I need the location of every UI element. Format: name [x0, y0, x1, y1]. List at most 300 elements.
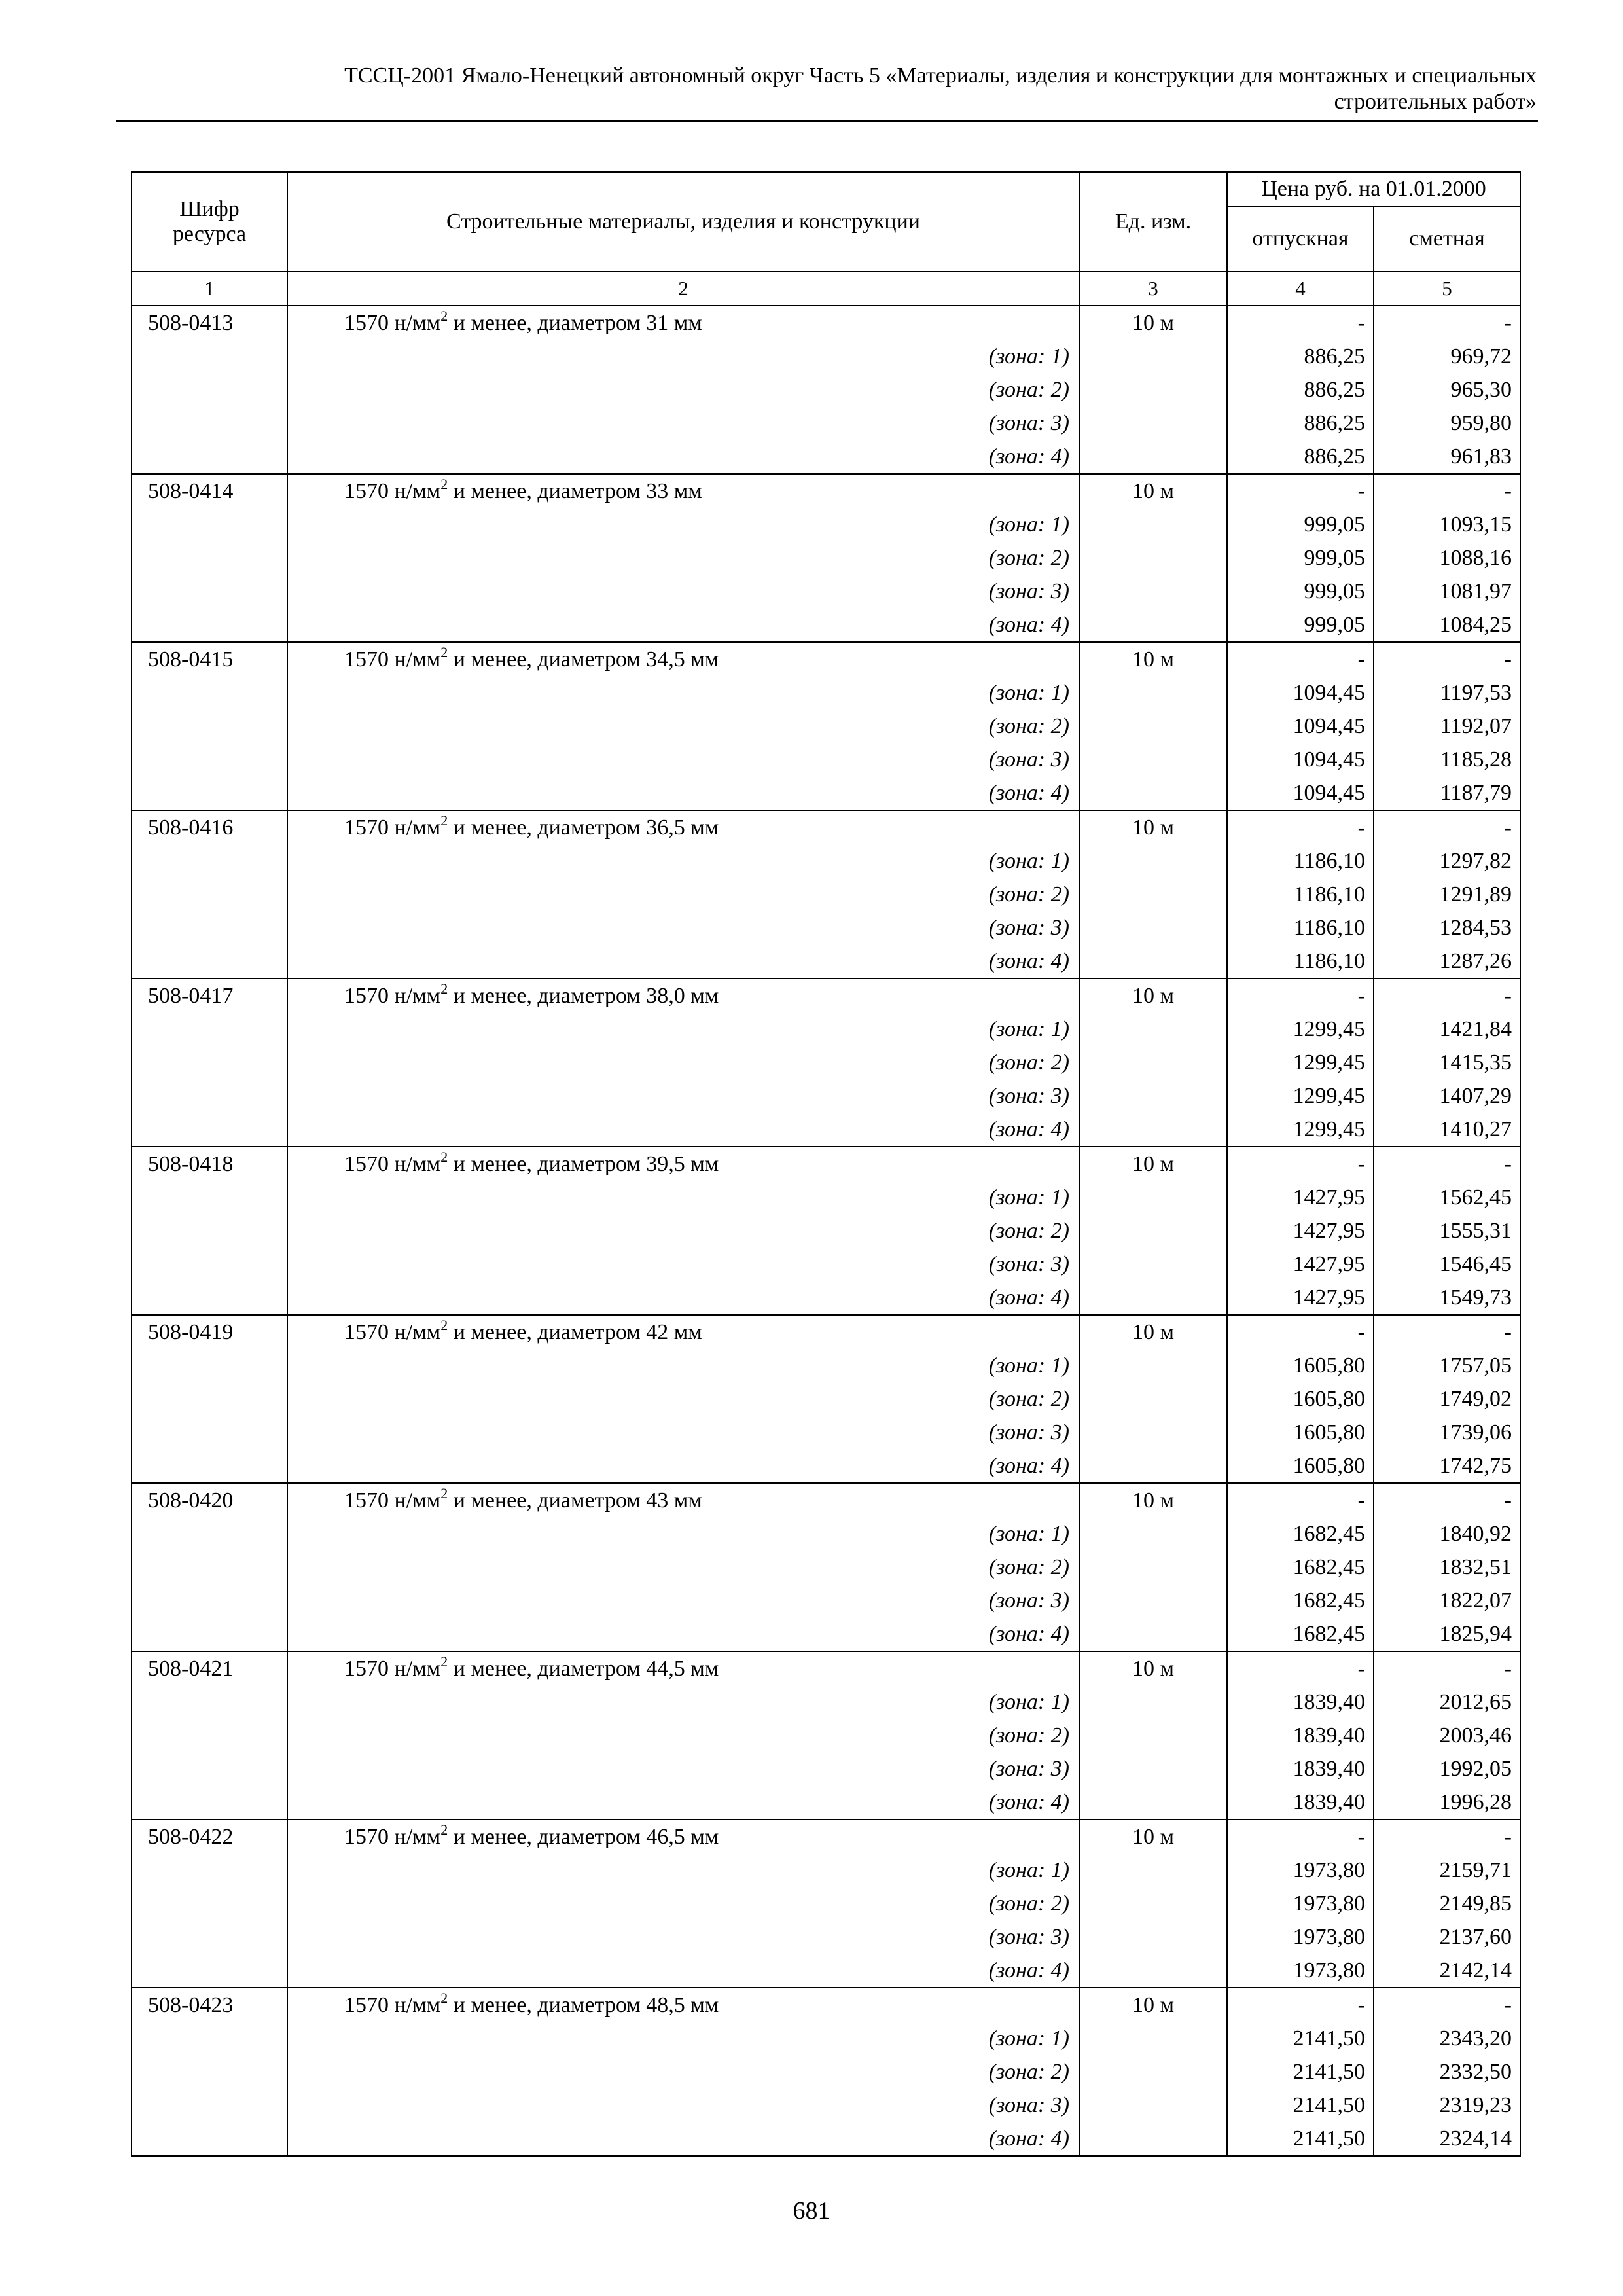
zone-row [132, 1079, 1520, 1113]
empty-cell [1079, 1854, 1227, 1887]
zone-estimate-price: 2343,20 [1374, 2022, 1520, 2055]
zone-row [132, 709, 1520, 743]
zone-release-price: 1682,45 [1227, 1617, 1374, 1651]
empty-cell [1079, 575, 1227, 608]
empty-cell [132, 1382, 287, 1416]
zone-estimate-price: 1757,05 [1374, 1349, 1520, 1382]
zone-label: (зона: 3) [287, 406, 1079, 440]
description-prefix: 1570 н/мм [344, 1488, 441, 1513]
empty-cell [132, 1113, 287, 1147]
zone-release-price: 1094,45 [1227, 776, 1374, 810]
unit-of-measure: 10 м [1079, 642, 1227, 676]
empty-cell [1079, 1382, 1227, 1416]
zone-release-price: 2141,50 [1227, 2055, 1374, 2089]
zone-estimate-price: 961,83 [1374, 440, 1520, 474]
zone-label: (зона: 1) [287, 844, 1079, 878]
zone-release-price: 1605,80 [1227, 1349, 1374, 1382]
empty-cell [132, 1752, 287, 1785]
zone-release-price: 1839,40 [1227, 1785, 1374, 1820]
estimate-price: - [1374, 1651, 1520, 1685]
zone-estimate-price: 1084,25 [1374, 608, 1520, 642]
header-divider [116, 120, 1538, 122]
header-price: Цена руб. на 01.01.2000 [1227, 172, 1520, 206]
unit-of-measure: 10 м [1079, 306, 1227, 340]
empty-cell [1079, 878, 1227, 911]
material-description [287, 474, 1079, 508]
zone-release-price: 2141,50 [1227, 2022, 1374, 2055]
description-superscript: 2 [440, 980, 448, 997]
zone-release-price: 2141,50 [1227, 2089, 1374, 2122]
resource-code: 508-0421 [132, 1651, 287, 1685]
material-description [287, 1651, 1079, 1685]
zone-release-price: 1973,80 [1227, 1954, 1374, 1988]
zone-release-price: 1427,95 [1227, 1247, 1374, 1281]
zone-estimate-price: 1185,28 [1374, 743, 1520, 776]
table-row [132, 1988, 1520, 2022]
empty-cell [132, 373, 287, 406]
resource-code: 508-0417 [132, 978, 287, 1013]
zone-release-price: 1682,45 [1227, 1584, 1374, 1617]
empty-cell [1079, 2089, 1227, 2122]
material-description [287, 1820, 1079, 1854]
description-prefix: 1570 н/мм [344, 311, 441, 335]
estimate-price: - [1374, 474, 1520, 508]
header-line-1: ТССЦ-2001 Ямало-Ненецкий автономный округ Часть 5 «Материалы, изделия и конструкции для монтажных и специальных [344, 63, 1537, 88]
zone-release-price: 999,05 [1227, 541, 1374, 575]
empty-cell [132, 575, 287, 608]
zone-label: (зона: 1) [287, 1013, 1079, 1046]
zone-estimate-price: 965,30 [1374, 373, 1520, 406]
empty-cell [132, 2089, 287, 2122]
zone-row [132, 1113, 1520, 1147]
description-prefix: 1570 н/мм [344, 816, 441, 840]
empty-cell [132, 2055, 287, 2089]
estimate-price: - [1374, 1820, 1520, 1854]
zone-estimate-price: 1825,94 [1374, 1617, 1520, 1651]
description-prefix: 1570 н/мм [344, 1993, 441, 2017]
zone-row [132, 743, 1520, 776]
zone-label: (зона: 3) [287, 911, 1079, 944]
empty-cell [1079, 1281, 1227, 1315]
zone-estimate-price: 1297,82 [1374, 844, 1520, 878]
material-description [287, 810, 1079, 844]
column-number: 1 [132, 272, 287, 306]
zone-row [132, 373, 1520, 406]
zone-row [132, 1013, 1520, 1046]
release-price: - [1227, 810, 1374, 844]
resource-code: 508-0413 [132, 306, 287, 340]
zone-release-price: 1973,80 [1227, 1887, 1374, 1920]
empty-cell [132, 1584, 287, 1617]
empty-cell [1079, 1517, 1227, 1551]
empty-cell [1079, 1181, 1227, 1214]
zone-label: (зона: 4) [287, 1617, 1079, 1651]
zone-label: (зона: 2) [287, 1719, 1079, 1752]
description-superscript: 2 [440, 812, 448, 829]
empty-cell [132, 1046, 287, 1079]
material-description [287, 978, 1079, 1013]
zone-estimate-price: 1197,53 [1374, 676, 1520, 709]
description-superscript: 2 [440, 1821, 448, 1838]
zone-row [132, 541, 1520, 575]
release-price: - [1227, 978, 1374, 1013]
zone-row [132, 1349, 1520, 1382]
empty-cell [132, 1013, 287, 1046]
material-description [287, 1315, 1079, 1349]
release-price: - [1227, 1483, 1374, 1517]
empty-cell [132, 440, 287, 474]
zone-row [132, 1954, 1520, 1988]
zone-row [132, 776, 1520, 810]
description-superscript: 2 [440, 1653, 448, 1670]
description-suffix: и менее, диаметром 48,5 мм [448, 1993, 719, 2017]
description-suffix: и менее, диаметром 46,5 мм [448, 1825, 719, 1849]
empty-cell [1079, 1247, 1227, 1281]
empty-cell [1079, 1617, 1227, 1651]
empty-cell [1079, 944, 1227, 978]
zone-row [132, 1920, 1520, 1954]
estimate-price: - [1374, 1988, 1520, 2022]
table-body [132, 306, 1520, 2156]
zone-estimate-price: 2324,14 [1374, 2122, 1520, 2156]
empty-cell [1079, 1685, 1227, 1719]
empty-cell [132, 2022, 287, 2055]
table-row [132, 1483, 1520, 1517]
zone-estimate-price: 1081,97 [1374, 575, 1520, 608]
zone-release-price: 999,05 [1227, 608, 1374, 642]
resource-code: 508-0423 [132, 1988, 287, 2022]
empty-cell [1079, 709, 1227, 743]
empty-cell [132, 1785, 287, 1820]
zone-label: (зона: 3) [287, 743, 1079, 776]
zone-estimate-price: 1093,15 [1374, 508, 1520, 541]
zone-release-price: 1839,40 [1227, 1685, 1374, 1719]
empty-cell [1079, 1954, 1227, 1988]
zone-estimate-price: 1549,73 [1374, 1281, 1520, 1315]
release-price: - [1227, 306, 1374, 340]
estimate-price: - [1374, 978, 1520, 1013]
zone-label: (зона: 4) [287, 1785, 1079, 1820]
header-code: Шифр ресурса [132, 172, 287, 272]
empty-cell [1079, 1887, 1227, 1920]
empty-cell [1079, 1752, 1227, 1785]
table-row [132, 810, 1520, 844]
zone-release-price: 1186,10 [1227, 944, 1374, 978]
zone-label: (зона: 2) [287, 373, 1079, 406]
unit-of-measure: 10 м [1079, 1315, 1227, 1349]
empty-cell [132, 1181, 287, 1214]
empty-cell [1079, 1551, 1227, 1584]
zone-label: (зона: 4) [287, 608, 1079, 642]
zone-label: (зона: 1) [287, 676, 1079, 709]
zone-row [132, 1719, 1520, 1752]
empty-cell [1079, 608, 1227, 642]
description-superscript: 2 [440, 308, 448, 324]
column-number: 4 [1227, 272, 1374, 306]
description-superscript: 2 [440, 476, 448, 492]
zone-estimate-price: 1192,07 [1374, 709, 1520, 743]
zone-release-price: 886,25 [1227, 340, 1374, 373]
zone-label: (зона: 4) [287, 440, 1079, 474]
zone-release-price: 1186,10 [1227, 911, 1374, 944]
unit-of-measure: 10 м [1079, 1651, 1227, 1685]
empty-cell [132, 1214, 287, 1247]
zone-estimate-price: 1742,75 [1374, 1449, 1520, 1483]
zone-release-price: 1094,45 [1227, 676, 1374, 709]
zone-release-price: 1682,45 [1227, 1551, 1374, 1584]
zone-estimate-price: 1562,45 [1374, 1181, 1520, 1214]
empty-cell [1079, 2022, 1227, 2055]
empty-cell [132, 1920, 287, 1954]
header-unit: Ед. изм. [1079, 172, 1227, 272]
description-superscript: 2 [440, 1990, 448, 2006]
zone-label: (зона: 3) [287, 1752, 1079, 1785]
zone-estimate-price: 1421,84 [1374, 1013, 1520, 1046]
zone-row [132, 1416, 1520, 1449]
table-row [132, 1651, 1520, 1685]
description-suffix: и менее, диаметром 33 мм [448, 479, 702, 503]
empty-cell [132, 743, 287, 776]
empty-cell [132, 541, 287, 575]
zone-row [132, 878, 1520, 911]
empty-cell [132, 844, 287, 878]
zone-release-price: 1186,10 [1227, 844, 1374, 878]
empty-cell [132, 911, 287, 944]
description-suffix: и менее, диаметром 42 мм [448, 1320, 702, 1344]
estimate-price: - [1374, 642, 1520, 676]
zone-row [132, 575, 1520, 608]
zone-release-price: 1973,80 [1227, 1854, 1374, 1887]
empty-cell [132, 1247, 287, 1281]
release-price: - [1227, 1651, 1374, 1685]
zone-label: (зона: 1) [287, 1517, 1079, 1551]
estimate-price: - [1374, 1483, 1520, 1517]
zone-row [132, 1785, 1520, 1820]
zone-estimate-price: 1284,53 [1374, 911, 1520, 944]
zone-row [132, 1617, 1520, 1651]
estimate-price: - [1374, 306, 1520, 340]
table-row [132, 1315, 1520, 1349]
zone-estimate-price: 1088,16 [1374, 541, 1520, 575]
zone-release-price: 1682,45 [1227, 1517, 1374, 1551]
unit-of-measure: 10 м [1079, 1820, 1227, 1854]
zone-release-price: 1427,95 [1227, 1214, 1374, 1247]
release-price: - [1227, 642, 1374, 676]
release-price: - [1227, 1988, 1374, 2022]
empty-cell [1079, 1214, 1227, 1247]
zone-label: (зона: 4) [287, 944, 1079, 978]
zone-release-price: 1973,80 [1227, 1920, 1374, 1954]
page-header [116, 63, 1537, 115]
zone-row [132, 1046, 1520, 1079]
zone-row [132, 1685, 1520, 1719]
zone-label: (зона: 2) [287, 1046, 1079, 1079]
empty-cell [1079, 2122, 1227, 2156]
zone-release-price: 1299,45 [1227, 1079, 1374, 1113]
description-superscript: 2 [440, 1317, 448, 1333]
description-suffix: и менее, диаметром 31 мм [448, 311, 702, 335]
zone-label: (зона: 2) [287, 878, 1079, 911]
zone-row [132, 1887, 1520, 1920]
material-description [287, 1483, 1079, 1517]
zone-estimate-price: 1739,06 [1374, 1416, 1520, 1449]
empty-cell [1079, 1079, 1227, 1113]
empty-cell [1079, 1449, 1227, 1483]
zone-label: (зона: 4) [287, 1113, 1079, 1147]
empty-cell [1079, 1113, 1227, 1147]
empty-cell [132, 776, 287, 810]
zone-row [132, 406, 1520, 440]
zone-row [132, 2089, 1520, 2122]
empty-cell [132, 1854, 287, 1887]
empty-cell [1079, 911, 1227, 944]
zone-label: (зона: 2) [287, 1887, 1079, 1920]
zone-row [132, 1854, 1520, 1887]
release-price: - [1227, 1820, 1374, 1854]
empty-cell [132, 1449, 287, 1483]
unit-of-measure: 10 м [1079, 810, 1227, 844]
resource-code: 508-0419 [132, 1315, 287, 1349]
estimate-price: - [1374, 1147, 1520, 1181]
zone-label: (зона: 4) [287, 1449, 1079, 1483]
zone-estimate-price: 1407,29 [1374, 1079, 1520, 1113]
description-prefix: 1570 н/мм [344, 1152, 441, 1176]
header-release-price: отпускная [1227, 206, 1374, 272]
zone-release-price: 1427,95 [1227, 1281, 1374, 1315]
zone-label: (зона: 1) [287, 1685, 1079, 1719]
zone-row [132, 1214, 1520, 1247]
description-prefix: 1570 н/мм [344, 1657, 441, 1681]
zone-label: (зона: 3) [287, 2089, 1079, 2122]
zone-row [132, 911, 1520, 944]
resource-code: 508-0415 [132, 642, 287, 676]
description-prefix: 1570 н/мм [344, 479, 441, 503]
description-superscript: 2 [440, 1485, 448, 1501]
zone-label: (зона: 4) [287, 1954, 1079, 1988]
material-description [287, 642, 1079, 676]
zone-estimate-price: 1287,26 [1374, 944, 1520, 978]
zone-estimate-price: 2332,50 [1374, 2055, 1520, 2089]
zone-release-price: 1299,45 [1227, 1113, 1374, 1147]
release-price: - [1227, 474, 1374, 508]
description-prefix: 1570 н/мм [344, 1320, 441, 1344]
empty-cell [132, 1617, 287, 1651]
empty-cell [1079, 373, 1227, 406]
release-price: - [1227, 1147, 1374, 1181]
zone-release-price: 1605,80 [1227, 1449, 1374, 1483]
zone-label: (зона: 3) [287, 1247, 1079, 1281]
empty-cell [1079, 2055, 1227, 2089]
zone-label: (зона: 2) [287, 1214, 1079, 1247]
description-suffix: и менее, диаметром 44,5 мм [448, 1657, 719, 1681]
table-row [132, 306, 1520, 340]
zone-release-price: 886,25 [1227, 406, 1374, 440]
zone-release-price: 2141,50 [1227, 2122, 1374, 2156]
table-row [132, 474, 1520, 508]
zone-row [132, 1247, 1520, 1281]
resource-code: 508-0414 [132, 474, 287, 508]
zone-estimate-price: 1415,35 [1374, 1046, 1520, 1079]
zone-release-price: 1299,45 [1227, 1013, 1374, 1046]
zone-row [132, 2122, 1520, 2156]
zone-label: (зона: 2) [287, 2055, 1079, 2089]
description-prefix: 1570 н/мм [344, 1825, 441, 1849]
zone-estimate-price: 2142,14 [1374, 1954, 1520, 1988]
zone-release-price: 1094,45 [1227, 743, 1374, 776]
empty-cell [1079, 406, 1227, 440]
empty-cell [132, 2122, 287, 2156]
empty-cell [1079, 340, 1227, 373]
zone-label: (зона: 1) [287, 340, 1079, 373]
zone-release-price: 886,25 [1227, 373, 1374, 406]
empty-cell [1079, 676, 1227, 709]
resource-code: 508-0422 [132, 1820, 287, 1854]
zone-estimate-price: 2003,46 [1374, 1719, 1520, 1752]
resource-code: 508-0418 [132, 1147, 287, 1181]
unit-of-measure: 10 м [1079, 1483, 1227, 1517]
zone-label: (зона: 4) [287, 2122, 1079, 2156]
zone-estimate-price: 1291,89 [1374, 878, 1520, 911]
zone-label: (зона: 1) [287, 1854, 1079, 1887]
empty-cell [132, 1954, 287, 1988]
zone-estimate-price: 1546,45 [1374, 1247, 1520, 1281]
description-prefix: 1570 н/мм [344, 984, 441, 1008]
zone-label: (зона: 2) [287, 541, 1079, 575]
zone-label: (зона: 1) [287, 1349, 1079, 1382]
page-number: 681 [793, 2197, 830, 2225]
unit-of-measure: 10 м [1079, 1988, 1227, 2022]
empty-cell [132, 1517, 287, 1551]
material-description [287, 1988, 1079, 2022]
zone-label: (зона: 4) [287, 1281, 1079, 1315]
price-table [131, 171, 1521, 2157]
empty-cell [132, 709, 287, 743]
header-name: Строительные материалы, изделия и конструкции [287, 172, 1079, 272]
zone-estimate-price: 2149,85 [1374, 1887, 1520, 1920]
table-row [132, 978, 1520, 1013]
empty-cell [1079, 541, 1227, 575]
column-number: 3 [1079, 272, 1227, 306]
zone-release-price: 1839,40 [1227, 1752, 1374, 1785]
empty-cell [132, 406, 287, 440]
zone-row [132, 440, 1520, 474]
empty-cell [1079, 1349, 1227, 1382]
zone-release-price: 886,25 [1227, 440, 1374, 474]
empty-cell [1079, 1719, 1227, 1752]
zone-estimate-price: 2012,65 [1374, 1685, 1520, 1719]
empty-cell [132, 1719, 287, 1752]
empty-cell [132, 944, 287, 978]
zone-estimate-price: 1410,27 [1374, 1113, 1520, 1147]
zone-row [132, 1281, 1520, 1315]
table-row [132, 1820, 1520, 1854]
zone-row [132, 844, 1520, 878]
unit-of-measure: 10 м [1079, 978, 1227, 1013]
empty-cell [132, 1079, 287, 1113]
zone-row [132, 1752, 1520, 1785]
zone-estimate-price: 1996,28 [1374, 1785, 1520, 1820]
zone-row [132, 1517, 1520, 1551]
zone-release-price: 1427,95 [1227, 1181, 1374, 1214]
table-row [132, 1147, 1520, 1181]
empty-cell [1079, 1013, 1227, 1046]
empty-cell [132, 1349, 287, 1382]
description-suffix: и менее, диаметром 36,5 мм [448, 816, 719, 840]
empty-cell [1079, 1785, 1227, 1820]
zone-label: (зона: 3) [287, 1079, 1079, 1113]
empty-cell [1079, 1584, 1227, 1617]
zone-release-price: 1186,10 [1227, 878, 1374, 911]
